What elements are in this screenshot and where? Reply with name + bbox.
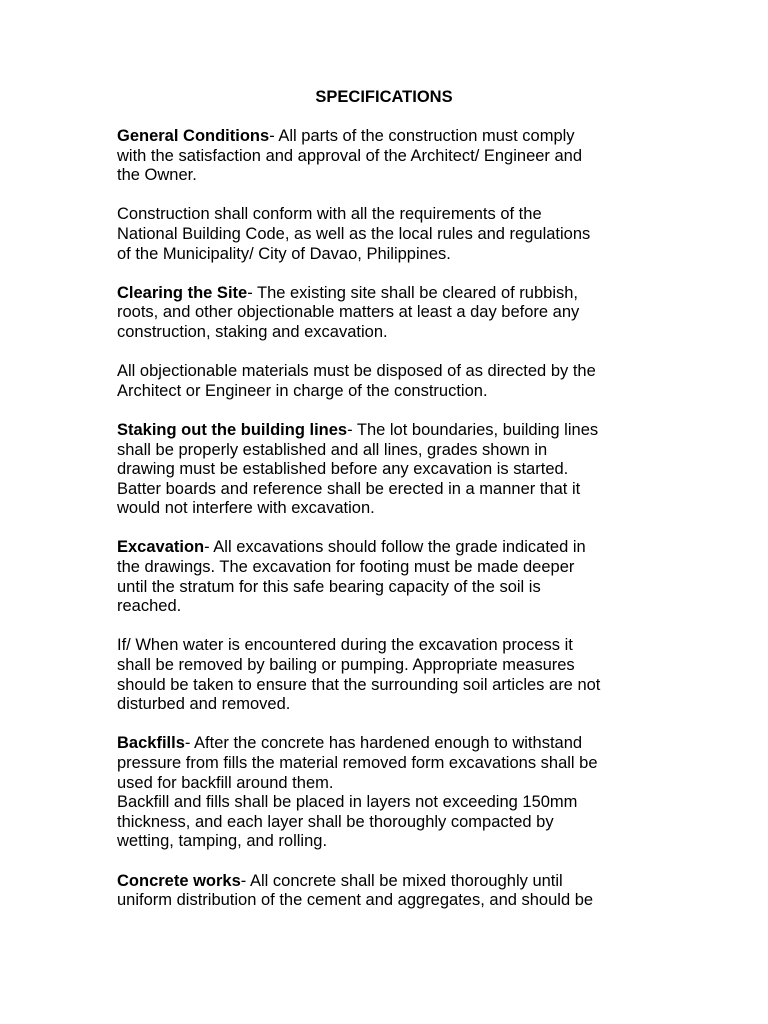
paragraph-clearing-site xyxy=(117,284,657,343)
paragraph-backfill-layers xyxy=(117,793,657,852)
line-text: - All concrete shall be mixed thoroughly until xyxy=(240,871,563,890)
line-text: - After the concrete has hardened enough to withstand xyxy=(184,734,583,753)
paragraph-line: Construction shall conform with all the requirements of the xyxy=(117,205,542,224)
paragraph-line: uniform distribution of the cement and aggregates, and should be xyxy=(117,891,594,910)
paragraph-line xyxy=(117,734,657,754)
section-heading: General Conditions xyxy=(117,127,270,145)
paragraph-line: used for backfill around them. xyxy=(117,773,334,792)
section-heading: Concrete works xyxy=(117,871,241,890)
paragraph-excavation xyxy=(117,538,657,616)
paragraph-line: Architect or Engineer in charge of the construction. xyxy=(117,381,488,400)
line-text: - All excavations should follow the grade indicated in xyxy=(204,538,586,557)
paragraph-line xyxy=(117,284,657,304)
paragraph-line: disturbed and removed. xyxy=(117,695,291,714)
paragraph-line: Backfill and fills shall be placed in layers not exceeding 150mm xyxy=(117,793,578,812)
paragraph-line: until the stratum for this safe bearing capacity of the soil is xyxy=(117,577,541,596)
paragraph-line: reached. xyxy=(117,597,182,616)
paragraph-line: thickness, and each layer shall be thoroughly compacted by xyxy=(117,812,554,831)
paragraph-line: All objectionable materials must be disposed of as directed by the xyxy=(117,362,596,381)
paragraph-line: of the Municipality/ City of Davao, Philippines. xyxy=(117,244,451,263)
paragraph-line xyxy=(117,127,657,147)
paragraph-water xyxy=(117,636,657,714)
paragraph-line: wetting, tamping, and rolling. xyxy=(117,832,328,851)
paragraph-line: should be taken to ensure that the surrounding soil articles are not xyxy=(117,675,601,694)
paragraph-general-conditions xyxy=(117,127,657,186)
paragraph-line xyxy=(117,872,657,892)
section-heading: Excavation xyxy=(117,538,205,557)
paragraph-line: Batter boards and reference shall be erected in a manner that it xyxy=(117,479,581,498)
paragraph-building-code xyxy=(117,205,657,264)
section-heading: Staking out the building lines xyxy=(117,420,348,439)
paragraph-line: National Building Code, as well as the local rules and regulations xyxy=(117,224,591,243)
paragraph-staking xyxy=(117,421,657,519)
paragraph-line: roots, and other objectionable matters at least a day before any xyxy=(117,303,580,322)
paragraph-line: pressure from fills the material removed form excavations shall be xyxy=(117,754,598,772)
line-text: - The existing site shall be cleared of rubbish, xyxy=(247,283,578,302)
document-body xyxy=(117,127,657,930)
document-title: SPECIFICATIONS xyxy=(315,88,453,106)
paragraph-line: shall be removed by bailing or pumping. Appropriate measures xyxy=(117,656,575,675)
line-text: - The lot boundaries, building lines xyxy=(347,420,599,439)
section-heading: Backfills xyxy=(117,734,185,753)
paragraph-disposal xyxy=(117,362,657,401)
paragraph-line: would not interfere with excavation. xyxy=(117,499,375,518)
paragraph-line: with the satisfaction and approval of the Architect/ Engineer and xyxy=(117,146,583,165)
paragraph-line: the Owner. xyxy=(117,166,197,185)
paragraph-line: shall be properly established and all lines, grades shown in xyxy=(117,440,548,459)
paragraph-line: If/ When water is encountered during the excavation process it xyxy=(117,636,573,655)
paragraph-concrete-works xyxy=(117,872,657,911)
paragraph-line: drawing must be established before any excavation is started. xyxy=(117,460,569,479)
line-text: - All parts of the construction must comply xyxy=(269,127,575,145)
paragraph-line: construction, staking and excavation. xyxy=(117,322,388,341)
paragraph-line xyxy=(117,538,657,558)
paragraph-backfills xyxy=(117,734,657,793)
section-heading: Clearing the Site xyxy=(117,283,248,302)
paragraph-line xyxy=(117,421,657,441)
paragraph-line: the drawings. The excavation for footing must be made deeper xyxy=(117,558,575,577)
